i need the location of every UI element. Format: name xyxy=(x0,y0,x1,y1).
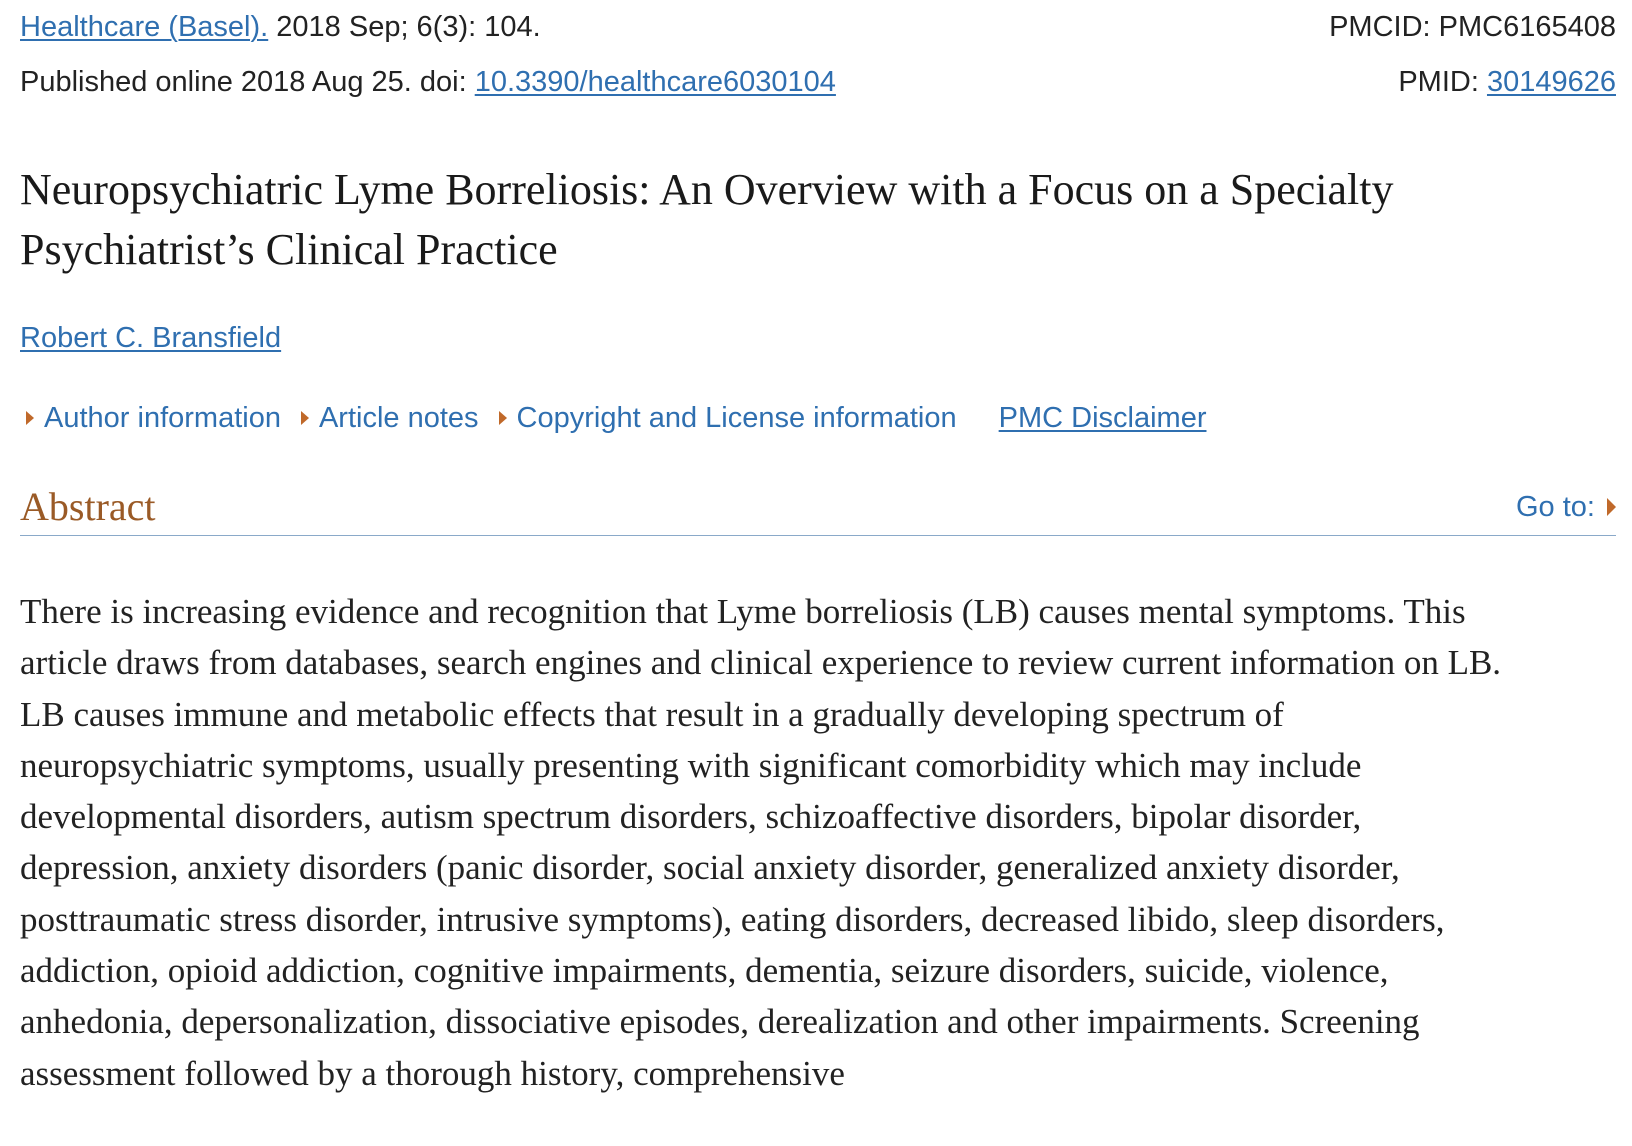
citation-journal xyxy=(20,9,541,45)
abstract-section-header xyxy=(20,485,1616,536)
pmid-link[interactable]: 30149626 xyxy=(1486,66,1616,98)
author-list xyxy=(20,320,281,356)
journal-link[interactable]: Healthcare (Basel). xyxy=(20,11,269,43)
expand-arrow-icon xyxy=(301,411,309,425)
publication-row xyxy=(20,64,1616,100)
article-notes-label: Article notes xyxy=(318,402,479,434)
goto-label: Go to: xyxy=(1516,491,1595,523)
article-notes-toggle[interactable] xyxy=(295,400,479,436)
abstract-heading: Abstract xyxy=(20,484,156,529)
publication-info xyxy=(20,64,836,100)
pmid-label: PMID: xyxy=(1398,66,1487,98)
author-information-toggle[interactable] xyxy=(20,400,281,436)
abstract-text: There is increasing evidence and recognition that Lyme borreliosis (LB) causes mental symptoms. This article draws from databases, search engines and clinical experience to review current information on LB. LB causes immune and metabolic effects that result in a gradually developing spectrum of neuropsychiatric symptoms, usually presenting with significant comorbidity which may include developmental disorders, autism spectrum disorders, schizoaffective disorders, bipolar disorder, depression, anxiety disorders (panic disorder, social anxiety disorder, generalized anxiety disorder, posttraumatic stress disorder, intrusive symptoms), eating disorders, decreased libido, sleep disorders, addiction, opioid addiction, cognitive impairments, dementia, seizure disorders, suicide, violence, anhedonia, depersonalization, dissociative episodes, derealization and other impairments. Screening assessment followed by a thorough history, comprehensive xyxy=(20,592,1502,1093)
article-info-links xyxy=(20,400,1206,436)
expand-arrow-icon xyxy=(26,411,34,425)
published-text: Published online 2018 Aug 25. doi: xyxy=(20,66,475,98)
goto-arrow-icon xyxy=(1607,498,1616,516)
citation-row xyxy=(20,9,1616,45)
pmid xyxy=(1398,64,1616,100)
author-information-label: Author information xyxy=(44,402,281,434)
copyright-toggle[interactable] xyxy=(493,400,957,436)
doi-link[interactable]: 10.3390/healthcare6030104 xyxy=(474,66,836,98)
pmc-disclaimer-link[interactable]: PMC Disclaimer xyxy=(998,402,1207,434)
issue-text: 2018 Sep; 6(3): 104. xyxy=(268,11,541,43)
goto-menu[interactable] xyxy=(1516,487,1616,527)
expand-arrow-icon xyxy=(499,411,507,425)
copyright-label: Copyright and License information xyxy=(516,402,957,434)
pmcid: PMCID: PMC6165408 xyxy=(1329,11,1616,43)
article-title: Neuropsychiatric Lyme Borreliosis: An Overview with a Focus on a Specialty Psychiatrist’s Clinical Practice xyxy=(20,165,1394,274)
author-link[interactable]: Robert C. Bransfield xyxy=(20,322,282,354)
